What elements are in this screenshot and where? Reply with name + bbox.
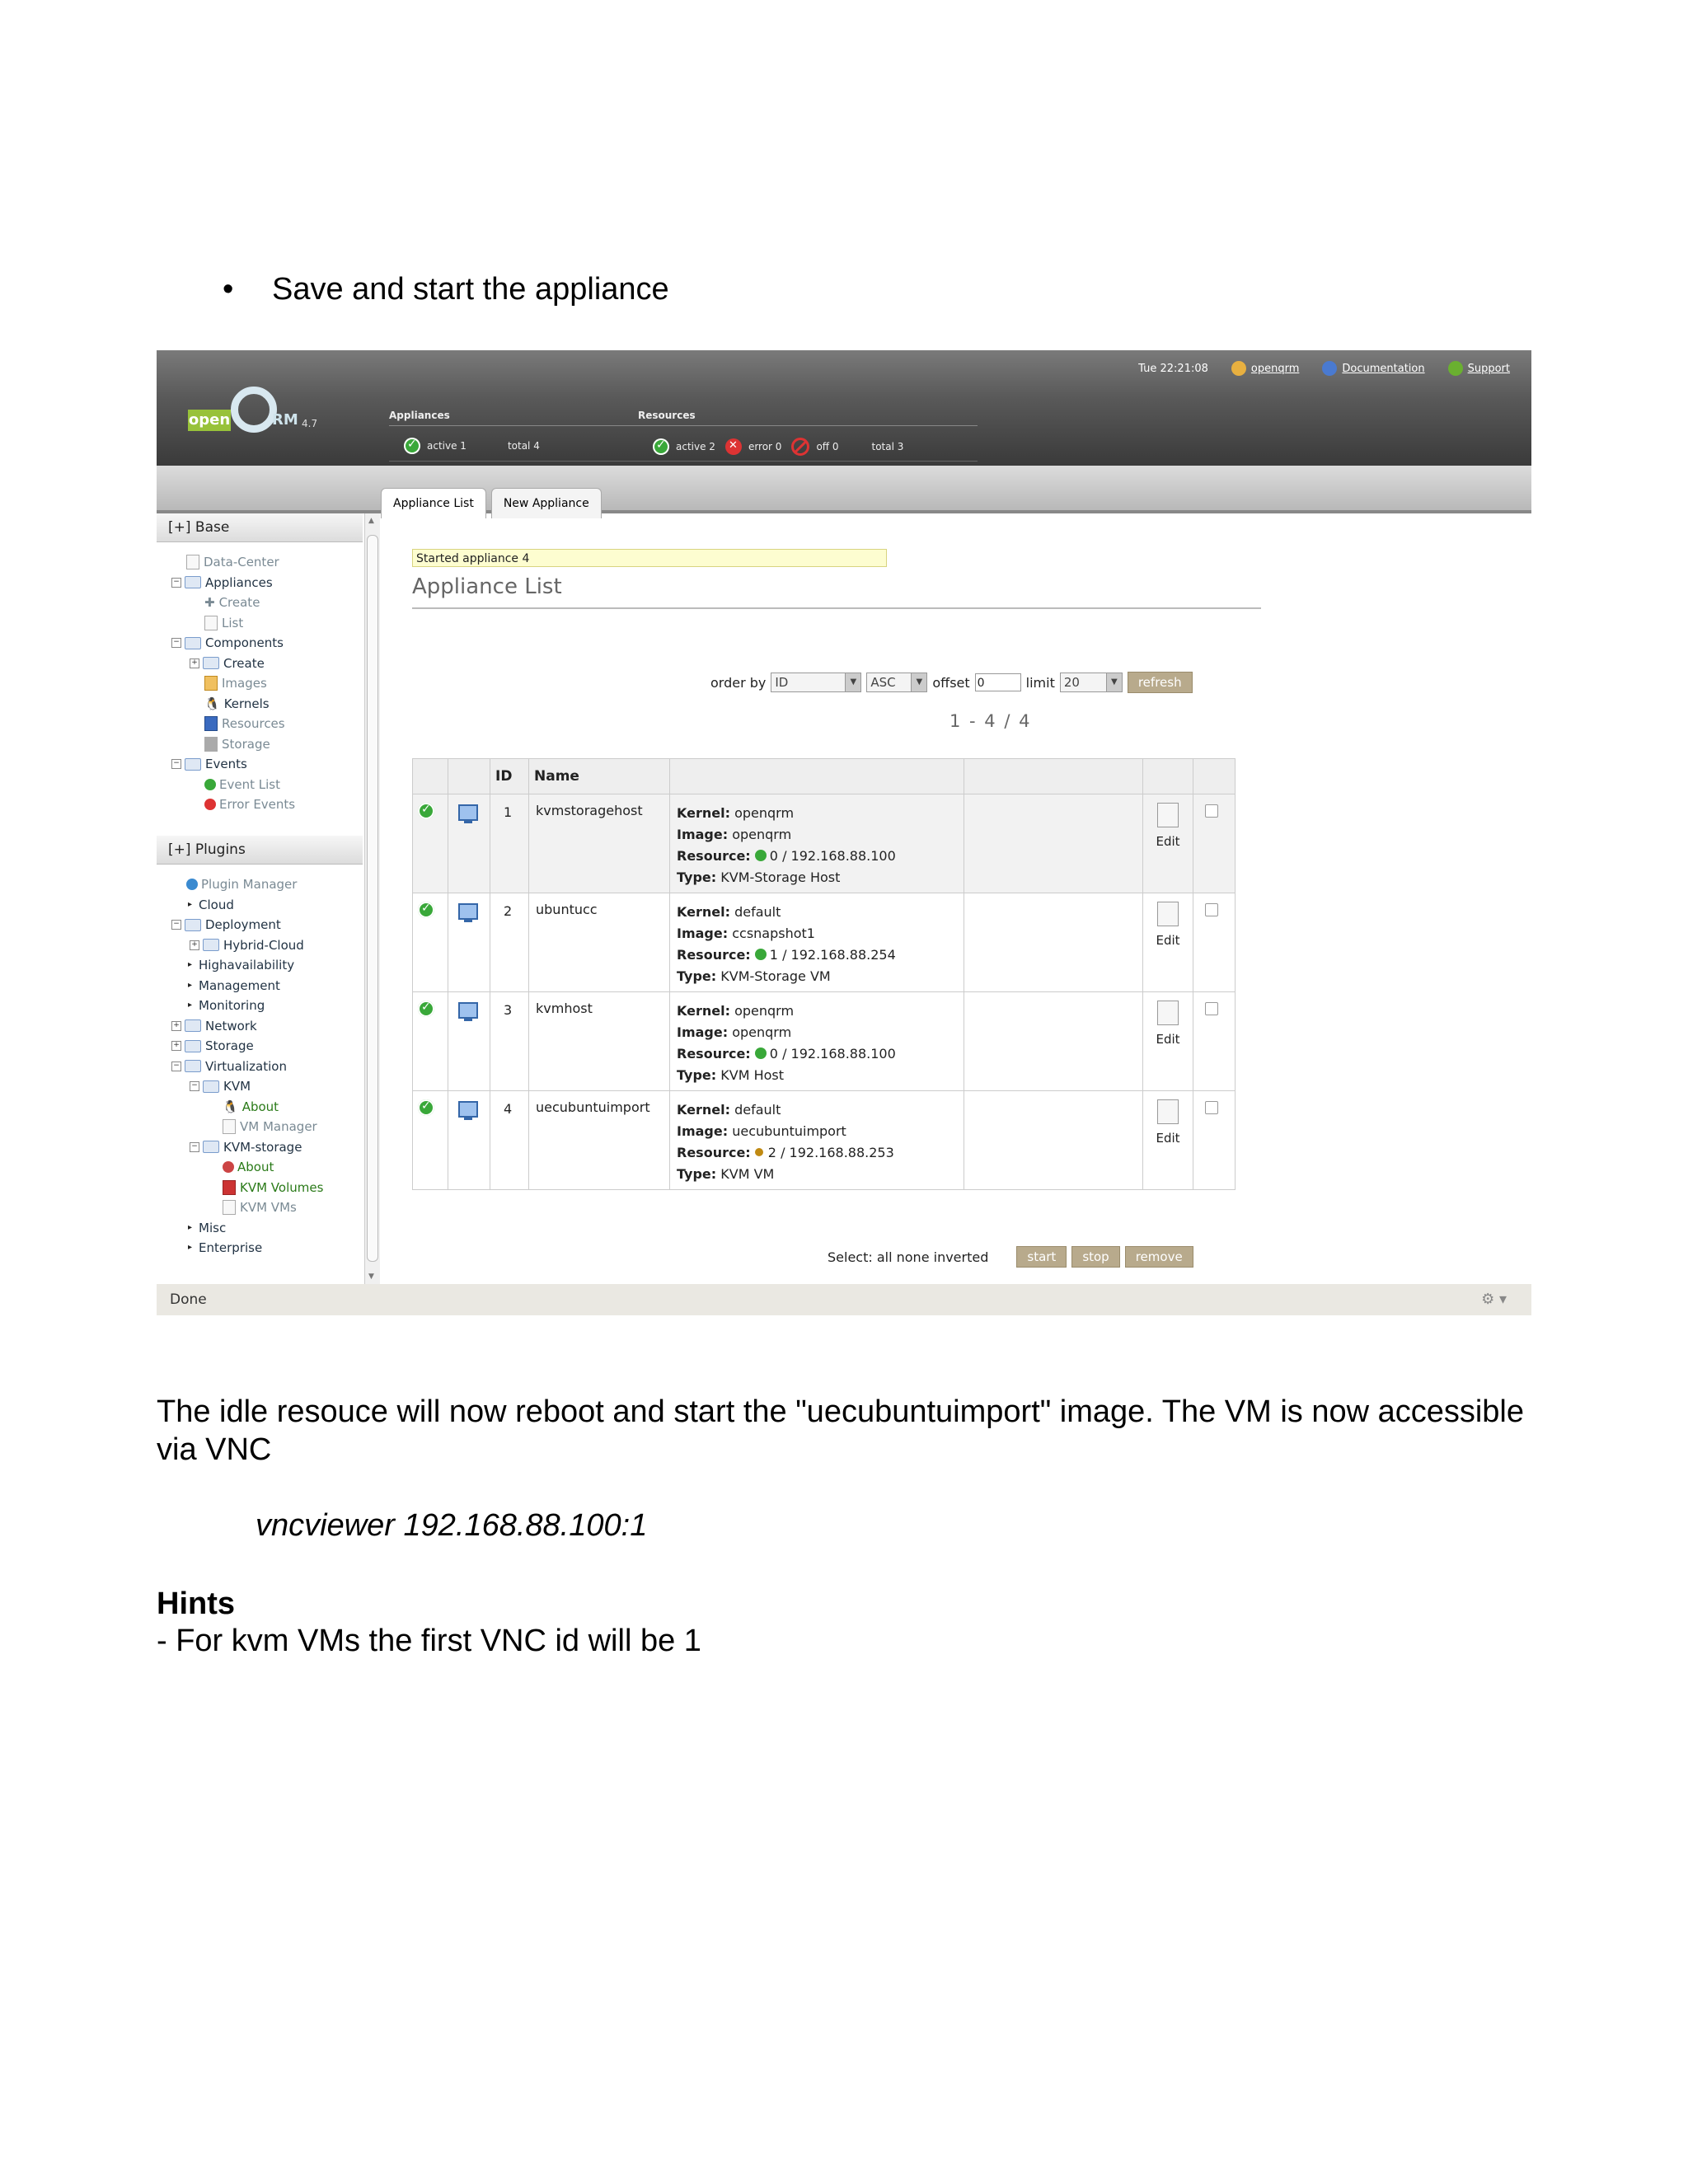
browser-status-bar — [157, 1284, 1531, 1315]
tree-label: VM Manager — [240, 1119, 317, 1134]
status-ok-icon — [418, 1001, 434, 1017]
tree-item-list[interactable] — [157, 613, 363, 634]
row-checkbox[interactable] — [1205, 804, 1218, 818]
resource-ok-icon — [755, 850, 767, 861]
type-value: KVM VM — [720, 1166, 775, 1182]
header-links — [1138, 359, 1510, 378]
documentation-link-label: Documentation — [1342, 362, 1425, 375]
image-label: Image: — [677, 1024, 729, 1040]
refresh-button[interactable]: refresh — [1128, 672, 1193, 693]
monitor-icon — [458, 1002, 478, 1019]
tree-item-kvm-vms[interactable] — [157, 1197, 363, 1218]
resource-label: Resource: — [677, 848, 751, 864]
tree-label: Plugin Manager — [201, 877, 298, 892]
tree-label: About — [241, 1099, 279, 1114]
tree-item-cloud[interactable] — [157, 895, 363, 916]
image-label: Image: — [677, 827, 729, 842]
chevron-down-icon: ▼ — [911, 673, 926, 691]
status-ok-icon — [418, 902, 434, 918]
bullet-dot: • — [223, 272, 234, 307]
order-by-label: order by — [710, 674, 767, 691]
list-icon — [204, 616, 218, 630]
limit-value: 20 — [1063, 675, 1080, 690]
appliance-table — [412, 758, 1236, 1190]
edit-icon — [1157, 1099, 1179, 1124]
tree-item-plugin-manager[interactable] — [157, 874, 363, 895]
edit-icon — [1157, 902, 1179, 926]
table-row — [413, 992, 1236, 1091]
resource-ok-icon — [755, 1047, 767, 1059]
expand-icon: + — [171, 1021, 181, 1031]
folder-icon — [203, 1080, 219, 1093]
folder-icon — [185, 758, 201, 771]
support-link[interactable] — [1448, 361, 1510, 376]
row-extra — [964, 794, 1143, 893]
logo-open: open — [188, 410, 231, 431]
appliances-summary-row — [404, 438, 550, 454]
header-id[interactable]: ID — [490, 759, 529, 794]
tree-label: Enterprise — [199, 1240, 263, 1255]
sub-header — [157, 466, 1531, 513]
scroll-down-icon[interactable]: ▼ — [368, 1272, 374, 1281]
document-icon — [223, 1200, 236, 1215]
chevron-down-icon: ▼ — [1106, 673, 1122, 691]
tree-item-images[interactable] — [157, 673, 363, 694]
folder-icon — [185, 1019, 201, 1032]
chevron-down-icon: ▼ — [845, 673, 860, 691]
tab-appliance-list[interactable]: Appliance List — [381, 488, 486, 518]
row-details — [670, 794, 964, 888]
tree-label: Images — [222, 676, 267, 691]
arrow-right-icon: ▸ — [188, 1222, 193, 1232]
arrow-right-icon: ▸ — [188, 1243, 193, 1252]
status-ok-icon — [418, 1099, 434, 1116]
tree-label: Error Events — [219, 797, 296, 812]
tree-label: Network — [205, 1018, 257, 1033]
row-details — [670, 893, 964, 987]
kernel-value: openqrm — [734, 805, 795, 821]
document-icon — [223, 1119, 236, 1134]
header-name[interactable]: Name — [529, 759, 670, 794]
table-row — [413, 794, 1236, 893]
page-title: Appliance List — [412, 574, 1261, 609]
list-controls — [710, 672, 1193, 693]
tree-item-deployment[interactable] — [157, 915, 363, 935]
ok-icon — [204, 779, 216, 790]
tree-label: Virtualization — [205, 1058, 287, 1074]
collapse-icon: − — [190, 1081, 199, 1091]
appliances-summary — [389, 406, 638, 462]
tree-item-kvm-storage[interactable] — [157, 1137, 363, 1158]
tree-item-components-create[interactable] — [157, 654, 363, 674]
main-content — [387, 513, 1525, 1284]
tree-item-resources[interactable] — [157, 714, 363, 734]
tree-label: Storage — [205, 1038, 254, 1053]
penguin-icon: 🐧 — [223, 1099, 238, 1114]
start-button[interactable]: start — [1016, 1246, 1067, 1268]
limit-label: limit — [1025, 674, 1055, 691]
clock: Tue 22:21:08 — [1138, 362, 1208, 375]
kernel-label: Kernel: — [677, 1102, 730, 1118]
edit-button[interactable] — [1143, 794, 1193, 849]
folder-icon — [185, 1040, 201, 1052]
appliances-active: active 1 — [427, 440, 467, 452]
tree-item-kvm-about[interactable] — [157, 1097, 363, 1118]
expand-icon: + — [190, 940, 199, 950]
table-row — [413, 1091, 1236, 1190]
kernel-value: openqrm — [734, 1003, 795, 1019]
row-id: 4 — [504, 1101, 513, 1117]
header-details — [670, 759, 964, 794]
arrow-right-icon: ▸ — [188, 960, 193, 969]
appliances-total: total 4 — [507, 440, 540, 452]
active-icon — [653, 438, 669, 455]
tree-label: Misc — [199, 1220, 227, 1235]
image-value: uecubuntuimport — [732, 1123, 846, 1139]
user-icon — [1231, 361, 1246, 376]
header-select — [1193, 759, 1236, 794]
type-label: Type: — [677, 968, 717, 984]
tree-label: Management — [199, 977, 280, 993]
resources-active: active 2 — [676, 441, 715, 452]
scroll-thumb[interactable] — [367, 535, 378, 1262]
select-links[interactable]: Select: all none inverted — [828, 1249, 989, 1265]
tree-item-network[interactable] — [157, 1016, 363, 1037]
header-status — [413, 759, 448, 794]
volume-icon — [223, 1180, 236, 1195]
row-id: 3 — [504, 1002, 513, 1018]
resource-value: 0 / 192.168.88.100 — [769, 848, 896, 864]
tree-item-monitoring[interactable] — [157, 996, 363, 1016]
off-icon — [791, 438, 809, 456]
status-text: Done — [170, 1291, 207, 1308]
tree-item-kvm-volumes[interactable] — [157, 1178, 363, 1198]
header-icon — [448, 759, 490, 794]
arrow-right-icon: ▸ — [188, 899, 193, 909]
resources-icon — [204, 716, 218, 731]
datacenter-icon — [186, 555, 199, 569]
tree-label: Storage — [222, 736, 270, 752]
image-label: Image: — [677, 926, 729, 941]
screenshot — [157, 350, 1531, 1320]
tree-item-kvm[interactable] — [157, 1076, 363, 1097]
row-details — [670, 1091, 964, 1185]
tree-label: Kernels — [223, 696, 270, 711]
type-label: Type: — [677, 1166, 717, 1182]
body-paragraph: The idle resouce will now reboot and start the "uecubuntuimport" image. The VM is now accessible via VNC — [157, 1394, 1525, 1467]
arrow-right-icon: ▸ — [188, 1001, 193, 1010]
collapse-icon: − — [171, 1062, 181, 1071]
storage-icon — [204, 737, 218, 752]
tree-label: Cloud — [199, 897, 234, 912]
documentation-link[interactable] — [1322, 361, 1424, 376]
table-row — [413, 893, 1236, 992]
kernel-label: Kernel: — [677, 1003, 730, 1019]
row-extra — [964, 1091, 1143, 1190]
row-name: uecubuntuimport — [536, 1099, 650, 1115]
header-extra — [964, 759, 1143, 794]
resource-value: 1 / 192.168.88.254 — [769, 947, 896, 963]
tree-label: Hybrid-Cloud — [223, 937, 304, 953]
active-icon — [404, 438, 420, 454]
tree-item-components[interactable] — [157, 633, 363, 654]
row-id: 2 — [504, 903, 513, 919]
resources-summary-row — [653, 438, 913, 456]
resources-error: error 0 — [748, 441, 782, 452]
plugins-tree — [157, 865, 363, 1258]
support-link-label: Support — [1467, 362, 1510, 375]
folder-icon — [203, 939, 219, 951]
folder-icon — [203, 657, 219, 669]
tree-label: KVM — [223, 1079, 251, 1094]
resource-label: Resource: — [677, 1145, 751, 1160]
edit-label: Edit — [1156, 1032, 1180, 1047]
tree-label: Deployment — [205, 917, 281, 932]
tree-label: Highavailability — [199, 958, 295, 972]
logo-rm: RM — [272, 411, 298, 429]
tree-item-appliances[interactable] — [157, 573, 363, 593]
row-name: kvmstoragehost — [536, 803, 643, 818]
plugins-header[interactable]: [+] Plugins — [157, 836, 363, 865]
kernel-label: Kernel: — [677, 805, 730, 821]
row-name: kvmhost — [536, 1001, 593, 1016]
resource-value: 2 / 192.168.88.253 — [767, 1145, 894, 1160]
tab-new-appliance[interactable]: New Appliance — [491, 488, 602, 518]
row-checkbox[interactable] — [1205, 903, 1218, 916]
order-by-select[interactable] — [771, 673, 861, 692]
collapse-icon: − — [171, 638, 181, 648]
type-value: KVM-Storage Host — [720, 869, 841, 885]
vnc-command: vncviewer 192.168.88.100:1 — [256, 1508, 648, 1543]
bullet-text: Save and start the appliance — [272, 272, 669, 307]
tree-label: Components — [205, 635, 284, 650]
tree-item-kernels[interactable] — [157, 694, 363, 715]
resource-pending-icon — [755, 1148, 763, 1156]
image-value: openqrm — [732, 827, 792, 842]
type-value: KVM Host — [720, 1067, 785, 1083]
tree-item-misc[interactable] — [157, 1218, 363, 1239]
arrow-right-icon: ▸ — [188, 980, 193, 990]
resource-value: 0 / 192.168.88.100 — [769, 1046, 896, 1062]
collapse-icon: − — [171, 759, 181, 769]
tree-item-data-center[interactable] — [157, 552, 363, 573]
top-header — [157, 350, 1531, 466]
scroll-up-icon[interactable]: ▲ — [368, 517, 374, 525]
type-label: Type: — [677, 869, 717, 885]
row-name: ubuntucc — [536, 902, 598, 917]
folder-icon — [203, 1141, 219, 1153]
offset-label: offset — [932, 674, 970, 691]
expand-icon: + — [190, 658, 199, 668]
gear-icon[interactable]: ⚙ ▾ — [1481, 1291, 1507, 1308]
tree-item-management[interactable] — [157, 976, 363, 996]
status-ok-icon — [418, 803, 434, 819]
edit-icon — [1157, 1001, 1179, 1025]
row-extra — [964, 992, 1143, 1091]
tree-label: KVM-storage — [223, 1139, 302, 1155]
table-header — [413, 759, 1236, 794]
tree-label: Data-Center — [204, 555, 279, 569]
offset-input[interactable]: 0 — [975, 673, 1021, 691]
type-label: Type: — [677, 1067, 717, 1083]
folder-icon — [185, 637, 201, 649]
edit-button[interactable] — [1143, 1091, 1193, 1146]
collapse-icon: − — [190, 1142, 199, 1152]
tree-item-error-events[interactable] — [157, 794, 363, 815]
resource-label: Resource: — [677, 947, 751, 963]
plugin-icon — [186, 879, 198, 890]
tree-label: Event List — [219, 776, 280, 792]
monitor-icon — [458, 903, 478, 920]
edit-button[interactable] — [1143, 992, 1193, 1047]
appliances-summary-title: Appliances — [389, 410, 638, 426]
sidebar-scrollbar[interactable] — [364, 513, 380, 1284]
row-checkbox[interactable] — [1205, 1101, 1218, 1114]
base-header[interactable]: [+] Base — [157, 513, 363, 542]
tree-label: Appliances — [205, 574, 273, 590]
tree-item-events[interactable] — [157, 754, 363, 775]
tree-item-kvm-storage-about[interactable] — [157, 1157, 363, 1178]
tree-label: KVM Volumes — [240, 1179, 324, 1195]
tree-label: List — [222, 615, 244, 630]
tree-item-hybrid-cloud[interactable] — [157, 935, 363, 956]
order-by-value: ID — [775, 675, 789, 690]
tree-label: Create — [223, 655, 265, 671]
edit-icon — [1157, 803, 1179, 827]
image-value: ccsnapshot1 — [732, 926, 815, 941]
resources-summary — [638, 406, 978, 462]
image-value: openqrm — [732, 1024, 792, 1040]
tree-label: Create — [218, 595, 260, 610]
order-dir-select[interactable] — [866, 673, 927, 692]
hints-heading: Hints — [157, 1586, 235, 1621]
folder-icon — [185, 576, 201, 588]
tree-item-vm-manager[interactable] — [157, 1117, 363, 1137]
image-label: Image: — [677, 1123, 729, 1139]
type-value: KVM-Storage VM — [720, 968, 831, 984]
stop-button[interactable]: stop — [1071, 1246, 1119, 1268]
tree-item-event-list[interactable] — [157, 775, 363, 795]
resource-label: Resource: — [677, 1046, 751, 1062]
row-extra — [964, 893, 1143, 992]
edit-label: Edit — [1156, 933, 1180, 948]
bullet-line — [223, 272, 669, 307]
tree-item-create[interactable] — [157, 593, 363, 613]
tree-item-highavailability[interactable] — [157, 955, 363, 976]
tree-label: About — [237, 1160, 274, 1174]
resources-summary-title: Resources — [638, 410, 978, 426]
error-icon — [725, 438, 742, 455]
notice-message: Started appliance 4 — [412, 549, 887, 567]
tree-item-virtualization[interactable] — [157, 1057, 363, 1077]
collapse-icon: − — [171, 920, 181, 930]
expand-icon: + — [171, 1041, 181, 1051]
row-details — [670, 992, 964, 1086]
user-link-label: openqrm — [1250, 362, 1300, 375]
phone-icon — [1448, 361, 1463, 376]
monitor-icon — [458, 804, 478, 821]
row-id: 1 — [504, 804, 513, 820]
tree-label: Events — [205, 757, 247, 771]
help-icon — [1322, 361, 1337, 376]
table-actions — [828, 1246, 1193, 1268]
user-link[interactable] — [1231, 361, 1299, 376]
sidebar — [157, 513, 363, 1284]
kernel-value: default — [734, 1102, 781, 1118]
row-checkbox[interactable] — [1205, 1002, 1218, 1015]
limit-select[interactable] — [1060, 673, 1123, 692]
resources-total: total 3 — [871, 441, 904, 452]
plus-icon: ✚ — [204, 595, 215, 610]
remove-button[interactable]: remove — [1125, 1246, 1193, 1268]
kernel-label: Kernel: — [677, 904, 730, 920]
edit-label: Edit — [1156, 1131, 1180, 1146]
collapse-icon: − — [171, 578, 181, 588]
edit-label: Edit — [1156, 834, 1180, 849]
hint-item: - For kvm VMs the first VNC id will be 1 — [157, 1624, 701, 1658]
monitor-icon — [458, 1101, 478, 1118]
tree-label: Resources — [222, 716, 285, 731]
logo-q-icon — [231, 387, 277, 433]
info-icon — [223, 1161, 234, 1173]
tree-label: KVM VMs — [240, 1200, 297, 1215]
kernel-value: default — [734, 904, 781, 920]
folder-icon — [185, 1060, 201, 1072]
order-dir-value: ASC — [870, 675, 896, 690]
tree-item-storage[interactable] — [157, 734, 363, 755]
resource-ok-icon — [755, 949, 767, 960]
error-icon — [204, 799, 216, 810]
penguin-icon: 🐧 — [204, 696, 220, 711]
result-count: 1 - 4 / 4 — [950, 711, 1032, 731]
tree-item-plugin-storage[interactable] — [157, 1036, 363, 1057]
tree-item-enterprise[interactable] — [157, 1238, 363, 1258]
header-edit — [1143, 759, 1193, 794]
openqrm-logo — [188, 387, 328, 444]
folder-icon — [185, 919, 201, 931]
images-icon — [204, 676, 218, 691]
edit-button[interactable] — [1143, 893, 1193, 948]
base-tree — [157, 542, 363, 832]
logo-version: 4.7 — [302, 418, 318, 429]
tree-label: Monitoring — [199, 998, 265, 1013]
resources-off: off 0 — [816, 441, 839, 452]
